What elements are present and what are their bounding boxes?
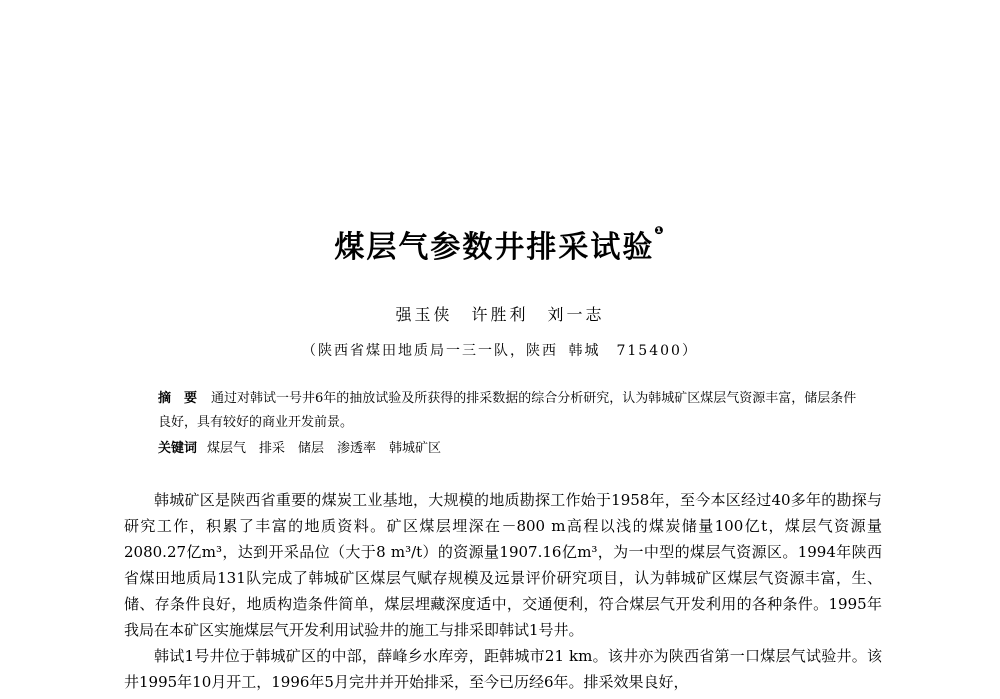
title-text: 煤层气参数井排采试验 <box>334 230 655 265</box>
keywords-text: 煤层气 排采 储层 渗透率 韩城矿区 <box>207 441 442 456</box>
abstract-text: 通过对韩试一号井6年的抽放试验及所获得的排采数据的综合分析研究，认为韩城矿区煤层气资源丰富，储层条件良好，具有较好的商业开发前景。 <box>158 391 857 430</box>
abstract <box>158 387 858 435</box>
article-body <box>124 487 882 695</box>
title-footnote-marker: ❶ <box>654 224 666 237</box>
keywords-label: 关键词 <box>158 441 198 456</box>
article-title <box>0 222 1000 266</box>
body-paragraph: 韩试1号井位于韩城矿区的中部，薛峰乡水库旁，距韩城市21 km。该井亦为陕西省第一口煤层气试验井。该井1995年10月开工，1996年5月完井并开始排采，至今已历经6年。排采效果良好， <box>124 647 882 691</box>
keywords <box>158 437 858 461</box>
affiliation: （陕西省煤田地质局一三一队，陕西 韩城 715400） <box>302 343 698 359</box>
body-paragraph: 韩城矿区是陕西省重要的煤炭工业基地，大规模的地质勘探工作始于1958年，至今本区经过40多年的勘探与研究工作，积累了丰富的地质资料。矿区煤层埋深在－800 m高程以浅的煤炭储量100亿t，煤层气资源量2080.27亿m³，达到开采品位（大于8 m³/t）的资源量1907.16亿m³，为一中型的煤层气资源区。1994年陕西省煤田地质局131队完成了韩城矿区煤层气赋存规模及远景评价研究项目，认为韩城矿区煤层气资源丰富，生、储、存条件良好，地质构造条件简单，煤层埋藏深度适中，交通便利，符合煤层气开发利用的各种条件。1995年我局在本矿区实施煤层气开发利用试验井的施工与排采即韩试1号井。 <box>124 491 882 639</box>
abstract-label: 摘 要 <box>158 391 198 406</box>
author-list: 强玉侠 许胜利 刘一志 <box>395 305 605 324</box>
